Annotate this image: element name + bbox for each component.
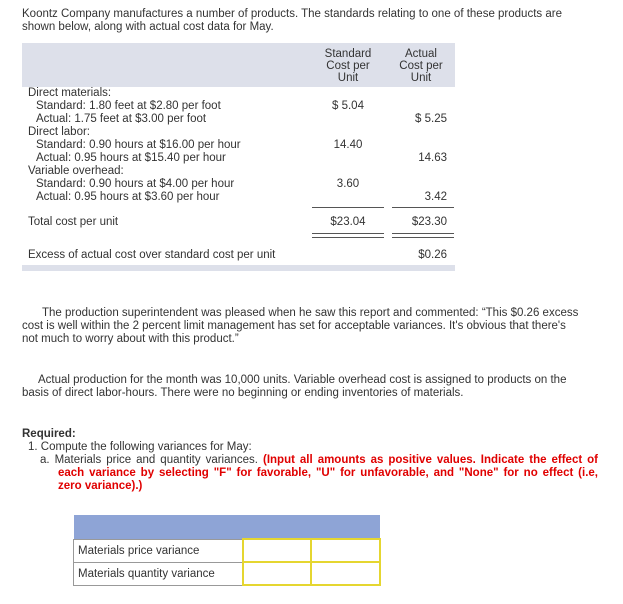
variance-answer-table — [73, 515, 381, 586]
table-row — [22, 216, 455, 229]
table-body — [22, 87, 455, 265]
materials-quantity-variance-effect[interactable] — [311, 562, 379, 585]
production-paragraph: Actual production for the month was 10,000 units. Variable overhead cost is assigned to products on the basis of direct labor-hours. There were no beginning or ending inventories of materials. — [22, 374, 567, 399]
excess-cost-label: Excess of actual cost over standard cost per unit — [28, 249, 276, 261]
total-double-rule-actual — [392, 233, 454, 238]
excess-cost-value: $0.26 — [418, 249, 447, 261]
materials-price-variance-amount[interactable] — [243, 539, 311, 562]
required-item-a: a. Materials price and quantity variances. (Input all amounts as positive values. Indicate the effect of each variance by selecting "F" for favorable, "U" for unfavorable, and "None" for no effect (i.e, zero variance).) — [40, 454, 599, 492]
table-row: Actual: 0.95 hours at $15.40 per hour 14.63 — [36, 152, 447, 164]
standard-cost-table — [22, 43, 455, 271]
materials-price-variance-effect[interactable] — [311, 539, 379, 562]
actual-cost-header: Actual Cost per Unit — [399, 48, 443, 84]
total-actual-value: $23.30 — [411, 216, 447, 228]
materials-price-effect-select[interactable] — [312, 540, 372, 561]
standard-cost-header: Standard Cost per Unit — [324, 48, 372, 84]
table-row — [22, 87, 455, 100]
table-header — [22, 43, 455, 87]
table-row — [22, 126, 455, 139]
materials-price-variance-label: Materials price variance — [74, 539, 243, 562]
materials-price-amount-input[interactable] — [244, 540, 304, 561]
total-cost-label: Total cost per unit — [28, 216, 119, 228]
intro-text: Koontz Company manufactures a number of products. The standards relating to one of these products are shown below, along with actual cost data for May. — [22, 8, 562, 33]
direct-materials-title: Direct materials: — [28, 87, 112, 99]
table-row — [74, 562, 380, 585]
table-row: Standard: 1.80 feet at $2.80 per foot $ 5.04 — [36, 100, 364, 112]
variable-overhead-title: Variable overhead: — [28, 165, 124, 177]
total-standard-value: $23.04 — [330, 216, 366, 228]
table-row: Standard: 0.90 hours at $16.00 per hour 14.40 — [36, 139, 363, 151]
input-instruction: (Input all amounts as positive values. Indicate the effect of each variance by selecting "F" for favorable, "U" for unfavorable, and "None" for no effect (i.e, zero variance).) — [58, 454, 599, 492]
table-row: Standard: 0.90 hours at $4.00 per hour 3.60 — [36, 178, 360, 190]
table-row: Actual: 1.75 feet at $3.00 per foot $ 5.25 — [36, 113, 447, 125]
total-double-rule-standard — [312, 233, 384, 238]
table-row — [22, 165, 455, 178]
table-row: Actual: 0.95 hours at $3.60 per hour 3.42 — [36, 191, 447, 203]
answer-table-header — [74, 515, 380, 539]
required-heading: Required: — [22, 428, 76, 440]
materials-quantity-amount-input[interactable] — [244, 563, 304, 584]
table-row — [74, 539, 380, 562]
table-row — [22, 249, 455, 262]
materials-quantity-variance-label: Materials quantity variance — [74, 562, 243, 585]
subtotal-rule-actual — [392, 207, 454, 208]
required-item-1: 1. Compute the following variances for May: — [28, 441, 252, 453]
materials-quantity-effect-select[interactable] — [312, 563, 372, 584]
direct-labor-title: Direct labor: — [28, 126, 90, 138]
materials-quantity-variance-amount[interactable] — [243, 562, 311, 585]
subtotal-rule-standard — [312, 207, 384, 208]
superintendent-paragraph: The production superintendent was pleased when he saw this report and commented: “This $0.26 excess cost is well within the 2 percent limit management has set for acceptable variances. It's obvious that there's not much to worry about with this product.” — [22, 307, 579, 345]
